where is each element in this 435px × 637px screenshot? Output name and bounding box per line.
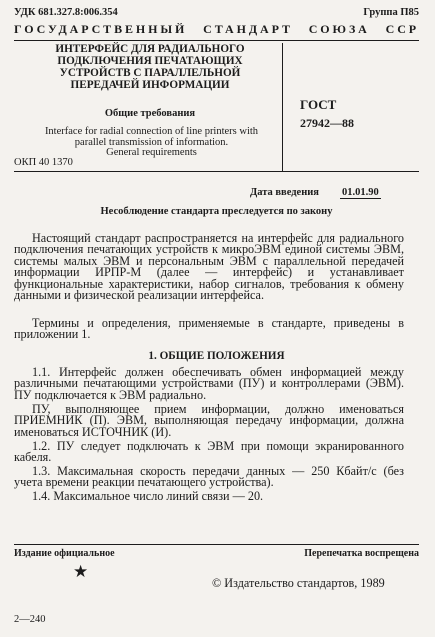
document-title xyxy=(40,43,260,91)
official-edition: Издание официальное xyxy=(14,548,115,559)
group-code: Группа П85 xyxy=(363,7,419,18)
clause-1-4: 1.4. Максимальное число линий связи — 20. xyxy=(32,489,264,503)
english-title xyxy=(14,127,289,159)
document-subtitle: Общие требования xyxy=(104,108,196,119)
clause-1-1: 1.1. Интерфейс должен обеспечивать обмен информацией между различными печатающими устройствами (ПУ) и контроллерами (ЭВМ). ПУ подключается к ЭВМ радиально. xyxy=(14,365,404,402)
reprint-notice: Перепечатка воспрещена xyxy=(304,548,419,559)
english-title-line: General requirements xyxy=(106,147,197,158)
intro-date-label: Дата введения xyxy=(250,187,319,198)
footer-rule xyxy=(14,544,419,545)
title-line: ПОДКЛЮЧЕНИЯ ПЕЧАТАЮЩИХ xyxy=(57,55,243,67)
gost-label: ГОСТ xyxy=(300,97,337,112)
copyright-notice: © Издательство стандартов, 1989 xyxy=(212,576,385,590)
clause-1-2: 1.2. ПУ следует подключать к ЭВМ при помощи экранированного кабеля. xyxy=(14,439,404,465)
clause-1-1-continued: ПУ, выполняющее прием информации, должно именоваться ПРИЕМНИК (П). ЭВМ, выполняющая передачу информации, должна именоваться ИСТОЧНИК (И). xyxy=(14,402,404,439)
section-heading: 1. ОБЩИЕ ПОЛОЖЕНИЯ xyxy=(148,350,285,362)
title-line: ПЕРЕДАЧЕЙ ИНФОРМАЦИИ xyxy=(70,79,230,91)
clause-1-3: 1.3. Максимальная скорость передачи данных — 250 Кбайт/с (без учета времени реакции печатающего устройства). xyxy=(14,464,404,490)
title-line: УСТРОЙСТВ С ПАРАЛЛЕЛЬНОЙ xyxy=(59,67,241,79)
standard-body-title: ГОСУДАРСТВЕННЫЙ СТАНДАРТ СОЮЗА ССР xyxy=(14,22,419,36)
star-icon: ★ xyxy=(73,562,89,581)
okp-code: ОКП 40 1370 xyxy=(14,157,73,168)
title-rule xyxy=(14,171,419,172)
law-notice: Несоблюдение стандарта преследуется по закону xyxy=(100,206,333,217)
udk-code: УДК 681.327.8:006.354 xyxy=(14,7,118,18)
intro-paragraph: Настоящий стандарт распространяется на интерфейс для радиального подключения печатающих устройств к микроЭВМ единой системы ЭВМ, системы малых ЭВМ и персональным ЭВМ с параллельной передачей информации ИРПР-М (далее — интерфейс) и устанавливает функциональные характеристики, набор сигналов, требования к обмену данными и физической реализации интерфейса. xyxy=(14,231,404,303)
page-number: 2—240 xyxy=(14,614,46,625)
intro-date-value: 01.01.90 xyxy=(342,187,379,198)
english-title-line: Interface for radial connection of line printers with xyxy=(44,126,259,137)
english-title-line: parallel transmission of information. xyxy=(74,136,229,148)
gost-box-divider xyxy=(282,43,283,171)
title-line: ИНТЕРФЕЙС ДЛЯ РАДИАЛЬНОГО xyxy=(55,43,245,55)
gost-number: 27942—88 xyxy=(300,116,354,130)
intro-paragraph: Термины и определения, применяемые в стандарте, приведены в приложении 1. xyxy=(14,316,404,342)
header-rule xyxy=(14,40,419,41)
